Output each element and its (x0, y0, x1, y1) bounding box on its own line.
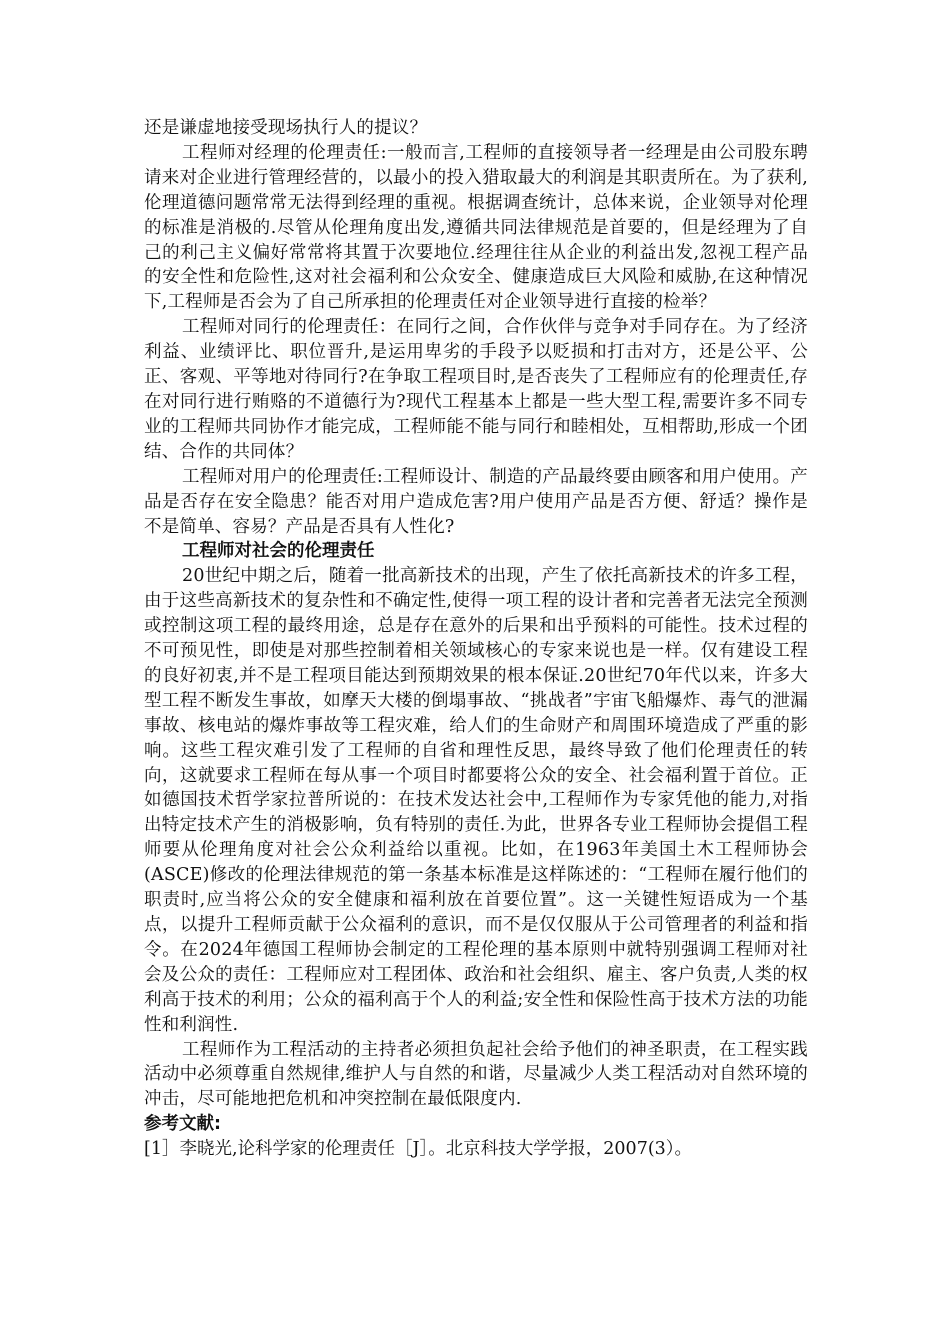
paragraph-conclusion: 工程师作为工程活动的主持者必须担负起社会给予他们的神圣职责，在工程实践活动中必须尊重自然规律,维护人与自然的和谐，尽量减少人类工程活动对自然环境的冲击，尽可能地把危机和冲突控制在最低限度内. (144, 1039, 808, 1110)
paragraph-society-responsibility: 20世纪中期之后，随着一批高新技术的出现，产生了依托高新技术的许多工程，由于这些高新技术的复杂性和不确定性,使得一项工程的设计者和完善者无法完全预测或控制这项工程的最终用途，总是存在意外的后果和出乎预料的可能性。技术过程的不可预见性，即使是对那些控制着相关领域核心的专家来说也是一样。仅有建设工程的良好初衷,并不是工程项目能达到预期效果的根本保证.20世纪70年代以来，许多大型工程不断发生事故，如摩天大楼的倒塌事故、“挑战者”宇宙飞船爆炸、毒气的泄漏事故、核电站的爆炸事故等工程灾难，给人们的生命财产和周围环境造成了严重的影响。这些工程灾难引发了工程师的自省和理性反思，最终导致了他们伦理责任的转向，这就要求工程师在每从事一个项目时都要将公众的安全、社会福利置于首位。正如德国技术哲学家拉普所说的：在技术发达社会中,工程师作为专家凭他的能力,对指出特定技术产生的消极影响，负有特别的责任.为此，世界各专业工程师协会提倡工程师要从伦理角度对社会公众利益给以重视。比如，在1963年美国土木工程师协会(ASCE)修改的伦理法律规范的第一条基本标准是这样陈述的：“工程师在履行他们的职责时,应当将公众的安全健康和福利放在首要位置”。这一关键性短语成为一个基点，以提升工程师贡献于公众福利的意识，而不是仅仅服从于公司管理者的利益和指令。在2024年德国工程师协会制定的工程伦理的基本原则中就特别强调工程师对社会及公众的责任：工程师应对工程团体、政治和社会组织、雇主、客户负责,人类的权利高于技术的利用；公众的福利高于个人的利益;安全性和保险性高于技术方法的功能性和利润性. (144, 566, 808, 1035)
references-heading: 参考文献: (144, 1114, 221, 1135)
section-heading-society: 工程师对社会的伦理责任 (182, 541, 375, 562)
paragraph-peer-responsibility: 工程师对同行的伦理责任：在同行之间，合作伙伴与竞争对手同存在。为了经济利益、业绩评比、职位晋升,是运用卑劣的手段予以贬损和打击对方，还是公平、公正、客观、平等地对待同行?在争取工程项目时,是否丧失了工程师应有的伦理责任,存在对同行进行贿赂的不道德行为?现代工程基本上都是一些大型工程,需要许多不同专业的工程师共同协作才能完成，工程师能不能与同行和睦相处，互相帮助,形成一个团结、合作的共同体？ (144, 317, 808, 462)
paragraph-continuation: 还是谦虚地接受现场执行人的提议？ (144, 118, 428, 138)
paragraph-manager-responsibility: 工程师对经理的伦理责任:一般而言,工程师的直接领导者一经理是由公司股东聘请来对企业进行管理经营的，以最小的投入猎取最大的利润是其职责所在。为了获利,伦理道德问题常常无法得到经理的重视。根据调查统计，总体来说，企业领导对伦理的标准是消极的.尽管从伦理角度出发,遵循共同法律规范是首要的，但是经理为了自己的利己主义偏好常常将其置于次要地位.经理往往从企业的利益出发,忽视工程产品的安全性和危险性,这对社会福利和公众安全、健康造成巨大风险和威胁,在这种情况下,工程师是否会为了自己所承担的伦理责任对企业领导进行直接的检举？ (144, 142, 808, 313)
document-page (144, 116, 808, 1162)
reference-item: [1］李晓光,论科学家的伦理责任［J］。北京科技大学学报，2007(3）。 (144, 1139, 693, 1160)
paragraph-user-responsibility: 工程师对用户的伦理责任:工程师设计、制造的产品最终要由顾客和用户使用。产品是否存在安全隐患？能否对用户造成危害?用户使用产品是否方便、舒适？操作是不是简单、容易？产品是否具有人性化? (144, 466, 808, 537)
